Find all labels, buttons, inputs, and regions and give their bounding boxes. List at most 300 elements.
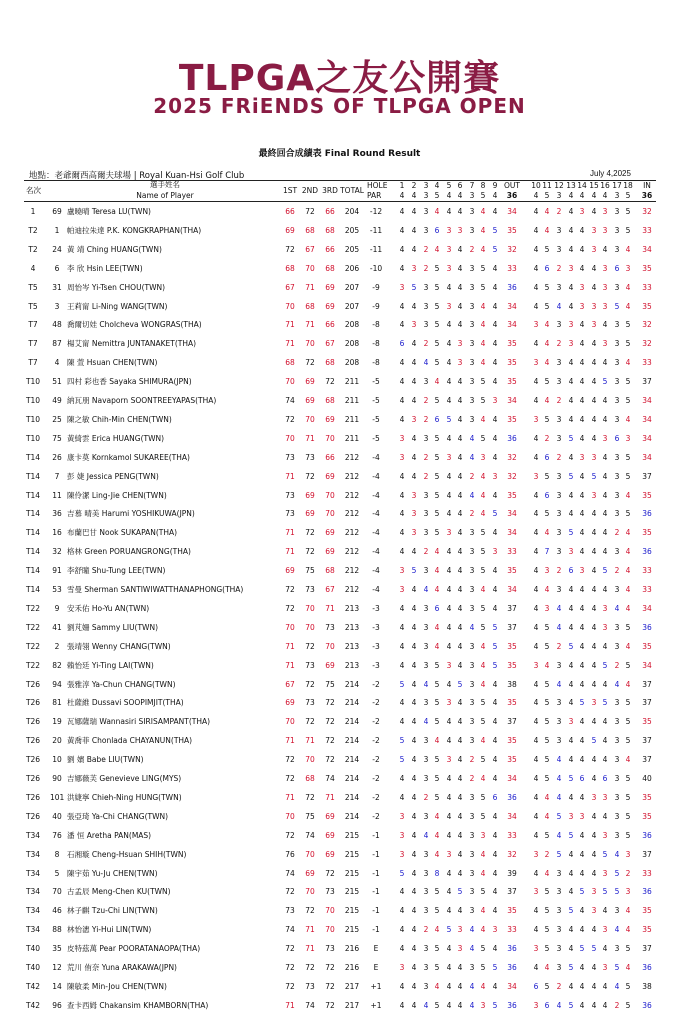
hole-score: 5 xyxy=(434,452,440,462)
hole-score: 4 xyxy=(602,509,608,519)
hole-score: 3 xyxy=(602,301,608,311)
hole-score: 3 xyxy=(568,263,574,273)
player-name: 古孟辰 Meng-Chen KU(TWN) xyxy=(67,887,171,897)
player-rank: T10 xyxy=(25,377,41,387)
hole-score: 4 xyxy=(568,358,574,368)
hole-score: 6 xyxy=(614,263,620,273)
hole-score: 4 xyxy=(434,849,440,859)
hole-score: 4 xyxy=(457,1000,463,1010)
hole-score: 3 xyxy=(469,679,475,689)
hole-score: 5 xyxy=(579,698,585,708)
in-score: 36 xyxy=(642,547,652,557)
table-row xyxy=(0,429,679,448)
hole-score: 4 xyxy=(457,755,463,765)
hole-score: 4 xyxy=(579,414,585,424)
hole-score: 4 xyxy=(480,641,486,651)
hole-score: 4 xyxy=(579,868,585,878)
player-name: 張靖翎 Wenny CHANG(TWN) xyxy=(67,641,171,651)
hole-score: 2 xyxy=(556,396,562,405)
hole-score: 5 xyxy=(434,1000,440,1010)
player-rank: T22 xyxy=(25,660,41,670)
player-number: 90 xyxy=(52,774,62,783)
hole-score: 4 xyxy=(399,528,405,538)
hole-number: 6 xyxy=(457,181,463,190)
to-par: -1 xyxy=(372,906,380,916)
out-score: 37 xyxy=(507,603,517,613)
round2-score: 72 xyxy=(305,963,315,972)
hole-score: 5 xyxy=(399,736,405,746)
hole-score: 4 xyxy=(579,622,585,632)
hole-score: 4 xyxy=(446,1000,452,1010)
hole-score: 4 xyxy=(480,679,486,689)
hole-score: 4 xyxy=(480,301,486,311)
hole-score: 4 xyxy=(568,679,574,689)
hole-score: 4 xyxy=(480,585,486,594)
hole-score: 4 xyxy=(591,755,597,765)
hole-score: 5 xyxy=(544,301,550,311)
hole-score: 5 xyxy=(591,944,597,954)
hole-score: 4 xyxy=(399,906,405,916)
hole-score: 5 xyxy=(434,509,440,519)
hole-score: 3 xyxy=(492,925,498,935)
round3-score: 69 xyxy=(325,528,335,538)
hole-score: 4 xyxy=(446,490,452,500)
hole-score: 3 xyxy=(469,887,475,897)
hole-score: 3 xyxy=(423,660,429,670)
hole-score: 3 xyxy=(469,396,475,405)
table-row xyxy=(0,826,679,845)
hole-score: 3 xyxy=(614,207,620,216)
in-score: 34 xyxy=(642,603,652,613)
hole-score: 4 xyxy=(446,377,452,387)
hole-score: 4 xyxy=(492,414,498,424)
to-par: -12 xyxy=(369,207,383,216)
hole-score: 3 xyxy=(591,452,597,462)
hole-score: 4 xyxy=(480,414,486,424)
hole-score: 4 xyxy=(446,566,452,576)
hole-score: 4 xyxy=(457,301,463,311)
player-number: 2 xyxy=(54,641,60,651)
hole-score: 2 xyxy=(556,641,562,651)
hole-score: 4 xyxy=(399,490,405,500)
hole-score: 4 xyxy=(533,263,539,273)
hole-score: 4 xyxy=(591,622,597,632)
player-rank: T2 xyxy=(28,225,38,235)
round1-score: 72 xyxy=(285,755,295,765)
table-row xyxy=(0,731,679,750)
round3-score: 67 xyxy=(325,585,335,594)
hole-score: 3 xyxy=(602,830,608,840)
hole-score: 3 xyxy=(568,547,574,557)
round2-score: 72 xyxy=(305,547,315,557)
hole-score: 3 xyxy=(423,509,429,519)
hole-score: 4 xyxy=(568,282,574,292)
in-score: 33 xyxy=(642,585,652,594)
hole-score: 4 xyxy=(544,339,550,349)
hole-score: 3 xyxy=(469,414,475,424)
hole-score: 4 xyxy=(533,585,539,594)
round1-score: 71 xyxy=(285,1000,295,1010)
in-score: 35 xyxy=(642,263,652,273)
hole-score: 3 xyxy=(411,490,417,500)
hole-score: 3 xyxy=(423,641,429,651)
player-number: 31 xyxy=(52,282,62,292)
table-row xyxy=(0,637,679,656)
hole-score: 4 xyxy=(492,528,498,538)
hole-score: 3 xyxy=(579,452,585,462)
hole-score: 3 xyxy=(469,585,475,594)
out-score: 32 xyxy=(507,244,517,254)
hole-score: 4 xyxy=(446,339,452,349)
hole-par: 3 xyxy=(423,191,429,200)
hole-score: 4 xyxy=(568,301,574,311)
player-name: 格林 Green PORUANGRONG(THA) xyxy=(67,547,191,557)
hole-score: 4 xyxy=(625,603,631,613)
hole-score: 4 xyxy=(411,396,417,405)
to-par: -1 xyxy=(372,887,380,897)
to-par: -4 xyxy=(372,585,380,594)
hole-score: 7 xyxy=(544,547,550,557)
hole-score: 4 xyxy=(579,906,585,916)
hole-score: 4 xyxy=(568,509,574,519)
to-par: -3 xyxy=(372,660,380,670)
hole-score: 5 xyxy=(492,641,498,651)
hole-score: 4 xyxy=(399,641,405,651)
hole-score: 4 xyxy=(480,660,486,670)
hole-score: 4 xyxy=(480,868,486,878)
hole-score: 3 xyxy=(579,301,585,311)
round2-score: 72 xyxy=(305,906,315,916)
player-rank: T40 xyxy=(25,944,41,954)
hole-score: 4 xyxy=(446,433,452,443)
player-name: 布蘭巴甘 Nook SUKAPAN(THA) xyxy=(67,528,178,538)
hole-score: 2 xyxy=(423,547,429,557)
player-rank: T42 xyxy=(25,981,41,991)
hole-score: 5 xyxy=(480,717,486,727)
in-score: 37 xyxy=(642,755,652,765)
hole-score: 3 xyxy=(423,490,429,500)
hole-score: 3 xyxy=(399,849,405,859)
hole-score: 4 xyxy=(579,585,585,594)
hole-score: 4 xyxy=(533,925,539,935)
hole-score: 5 xyxy=(480,263,486,273)
hole-score: 4 xyxy=(492,944,498,954)
hole-score: 5 xyxy=(544,471,550,481)
player-name: 潘 恒 Aretha PAN(MAS) xyxy=(67,830,152,840)
hole-score: 5 xyxy=(480,887,486,897)
in-header: IN xyxy=(643,181,651,190)
hole-score: 4 xyxy=(411,849,417,859)
hole-score: 5 xyxy=(446,925,452,935)
hole-score: 3 xyxy=(469,225,475,235)
hole-score: 4 xyxy=(579,1000,585,1010)
hole-score: 3 xyxy=(591,792,597,802)
round1-score: 73 xyxy=(285,509,295,519)
hole-score: 5 xyxy=(544,755,550,765)
hole-score: 6 xyxy=(434,414,440,424)
hole-score: 4 xyxy=(399,320,405,330)
player-number: 70 xyxy=(52,887,62,897)
hole-score: 4 xyxy=(602,679,608,689)
player-name: 劉 嬪 Babe LIU(TWN) xyxy=(67,755,144,765)
hole-score: 2 xyxy=(423,244,429,254)
hole-score: 5 xyxy=(625,396,631,405)
round3-score: 72 xyxy=(325,1000,335,1010)
hole-score: 4 xyxy=(602,320,608,330)
hole-score: 4 xyxy=(625,925,631,935)
hole-score: 3 xyxy=(614,452,620,462)
round2-score: 70 xyxy=(305,755,315,765)
hole-score: 5 xyxy=(434,433,440,443)
hole-score: 4 xyxy=(602,585,608,594)
hole-score: 3 xyxy=(480,830,486,840)
hole-score: 4 xyxy=(411,717,417,727)
player-rank: T26 xyxy=(25,717,41,727)
hole-score: 4 xyxy=(457,981,463,991)
total-score: 208 xyxy=(344,358,360,368)
to-par: -11 xyxy=(369,244,383,254)
hole-score: 3 xyxy=(602,925,608,935)
hole-score: 5 xyxy=(544,736,550,746)
hole-score: 4 xyxy=(533,244,539,254)
round3-score: 72 xyxy=(325,717,335,727)
hole-score: 4 xyxy=(411,679,417,689)
hole-score: 4 xyxy=(399,358,405,368)
hole-score: 3 xyxy=(556,490,562,500)
in-score: 34 xyxy=(642,244,652,254)
hole-score: 3 xyxy=(411,320,417,330)
hole-score: 4 xyxy=(469,433,475,443)
hole-score: 4 xyxy=(492,774,498,783)
hole-score: 4 xyxy=(556,774,562,783)
to-par: -5 xyxy=(372,396,380,405)
player-name: 瓦娜薩瑞 Wannasiri SIRISAMPANT(THA) xyxy=(67,717,211,727)
hole-score: 2 xyxy=(423,792,429,802)
in-score: 33 xyxy=(642,566,652,576)
round3-score: 69 xyxy=(325,301,335,311)
hole-score: 3 xyxy=(556,282,562,292)
out-score: 34 xyxy=(507,528,517,538)
round3-score: 68 xyxy=(325,263,335,273)
hole-score: 5 xyxy=(568,528,574,538)
round1-score: 71 xyxy=(285,660,295,670)
round2-score: 72 xyxy=(305,792,315,802)
total-score: 212 xyxy=(344,566,360,576)
hole-score: 3 xyxy=(469,717,475,727)
hole-score: 4 xyxy=(457,622,463,632)
hole-score: 3 xyxy=(533,849,539,859)
hole-score: 4 xyxy=(591,641,597,651)
round2-score: 72 xyxy=(305,641,315,651)
to-par: +1 xyxy=(370,981,382,991)
player-number: 20 xyxy=(52,736,62,746)
player-number: 19 xyxy=(52,717,62,727)
round1-score: 71 xyxy=(285,736,295,746)
hole-score: 5 xyxy=(625,981,631,991)
hole-score: 5 xyxy=(434,774,440,783)
hole-score: 4 xyxy=(591,433,597,443)
player-number: 75 xyxy=(52,433,62,443)
out-score: 39 xyxy=(507,868,517,878)
hole-score: 3 xyxy=(469,868,475,878)
hole-score: 5 xyxy=(434,396,440,405)
hole-score: 3 xyxy=(492,471,498,481)
report-subtitle: 最終回合成績表 Final Round Result xyxy=(258,149,421,159)
round1-score: 71 xyxy=(285,471,295,481)
hole-score: 4 xyxy=(411,225,417,235)
hole-score: 3 xyxy=(556,925,562,935)
hole-score: 3 xyxy=(469,603,475,613)
out-score: 36 xyxy=(507,792,517,802)
hole-score: 2 xyxy=(423,452,429,462)
hole-par: 4 xyxy=(533,191,539,200)
hole-score: 4 xyxy=(411,660,417,670)
hole-score: 4 xyxy=(544,396,550,405)
hole-score: 4 xyxy=(556,603,562,613)
hole-score: 4 xyxy=(411,339,417,349)
round2-score: 70 xyxy=(305,263,315,273)
hole-par: 5 xyxy=(434,191,440,200)
hole-score: 3 xyxy=(556,717,562,727)
hole-score: 3 xyxy=(602,622,608,632)
out-score: 37 xyxy=(507,717,517,727)
hole-score: 3 xyxy=(556,547,562,557)
hole-score: 4 xyxy=(457,849,463,859)
in-score: 37 xyxy=(642,679,652,689)
hole-score: 3 xyxy=(556,585,562,594)
hole-score: 4 xyxy=(492,301,498,311)
hole-score: 4 xyxy=(614,849,620,859)
hole-score: 3 xyxy=(457,944,463,954)
hole-score: 4 xyxy=(579,679,585,689)
hole-score: 5 xyxy=(544,717,550,727)
hole-score: 4 xyxy=(492,679,498,689)
player-rank: T26 xyxy=(25,755,41,765)
player-rank: T34 xyxy=(25,849,41,859)
total-score: 215 xyxy=(344,849,360,859)
hole-score: 4 xyxy=(579,925,585,935)
hole-score: 4 xyxy=(411,698,417,708)
player-rank: T34 xyxy=(25,830,41,840)
out-score: 34 xyxy=(507,301,517,311)
round1-score: 72 xyxy=(285,887,295,897)
hole-score: 5 xyxy=(434,755,440,765)
hole-score: 4 xyxy=(544,792,550,802)
hole-score: 4 xyxy=(492,263,498,273)
hole-score: 4 xyxy=(591,1000,597,1010)
hole-score: 3 xyxy=(544,566,550,576)
hole-score: 5 xyxy=(480,963,486,972)
hole-score: 2 xyxy=(556,452,562,462)
total-score: 204 xyxy=(344,207,360,216)
hole-score: 3 xyxy=(469,377,475,387)
round3-score: 72 xyxy=(325,963,335,972)
hole-score: 3 xyxy=(579,811,585,821)
hole-score: 3 xyxy=(423,774,429,783)
hole-score: 3 xyxy=(423,320,429,330)
hole-score: 4 xyxy=(423,358,429,368)
hole-score: 4 xyxy=(399,944,405,954)
hole-score: 5 xyxy=(492,1000,498,1010)
hole-score: 4 xyxy=(492,207,498,216)
hole-score: 3 xyxy=(602,792,608,802)
out-score: 34 xyxy=(507,981,517,991)
hole-score: 4 xyxy=(411,471,417,481)
hole-score: 5 xyxy=(480,622,486,632)
hole-score: 3 xyxy=(446,849,452,859)
hole-score: 4 xyxy=(533,282,539,292)
hole-score: 6 xyxy=(533,981,539,991)
hole-score: 3 xyxy=(533,887,539,897)
hole-score: 4 xyxy=(492,282,498,292)
hole-score: 4 xyxy=(625,358,631,368)
round3-score: 74 xyxy=(325,774,335,783)
hole-score: 3 xyxy=(556,225,562,235)
hole-score: 6 xyxy=(434,225,440,235)
round1-score: 71 xyxy=(285,339,295,349)
out-score: 33 xyxy=(507,830,517,840)
hole-score: 4 xyxy=(480,981,486,991)
player-rank: 4 xyxy=(30,263,36,273)
hole-score: 5 xyxy=(492,225,498,235)
round3-score: 72 xyxy=(325,736,335,746)
hole-score: 2 xyxy=(423,471,429,481)
hole-score: 3 xyxy=(625,887,631,897)
round2-score: 73 xyxy=(305,452,315,462)
hole-score: 4 xyxy=(533,811,539,821)
hole-score: 3 xyxy=(614,282,620,292)
out-score: 34 xyxy=(507,811,517,821)
hole-score: 5 xyxy=(544,774,550,783)
hole-score: 4 xyxy=(544,868,550,878)
player-rank: 1 xyxy=(30,207,36,216)
player-rank: T7 xyxy=(28,339,38,349)
hole-score: 3 xyxy=(469,320,475,330)
hole-score: 3 xyxy=(625,433,631,443)
hole-score: 4 xyxy=(492,566,498,576)
player-number: 32 xyxy=(52,547,62,557)
player-rank: T34 xyxy=(25,925,41,935)
to-par: -2 xyxy=(372,679,380,689)
player-name: 吉娜薇芙 Genevieve LING(MYS) xyxy=(67,774,182,783)
hole-score: 4 xyxy=(492,585,498,594)
hole-score: 4 xyxy=(446,736,452,746)
total-header: TOTAL xyxy=(340,186,364,195)
total-score: 213 xyxy=(344,622,360,632)
out-score: 35 xyxy=(507,755,517,765)
to-par: -1 xyxy=(372,830,380,840)
hole-score: 3 xyxy=(602,433,608,443)
player-name: 李舒瞳 Shu-Tung LEE(TWN) xyxy=(67,566,166,576)
round3-score: 66 xyxy=(325,244,335,254)
hole-score: 4 xyxy=(480,225,486,235)
hole-score: 3 xyxy=(614,944,620,954)
table-row xyxy=(0,618,679,637)
hole-score: 5 xyxy=(614,868,620,878)
hole-score: 5 xyxy=(625,339,631,349)
hole-score: 5 xyxy=(434,944,440,954)
player-name: 陳 萱 Hsuan CHEN(TWN) xyxy=(67,358,158,368)
round1-score: 70 xyxy=(285,717,295,727)
total-score: 207 xyxy=(344,282,360,292)
hole-score: 4 xyxy=(446,868,452,878)
hole-score: 4 xyxy=(625,547,631,557)
to-par: E xyxy=(373,944,379,954)
hole-score: 5 xyxy=(568,906,574,916)
hole-score: 4 xyxy=(446,717,452,727)
hole-score: 3 xyxy=(399,452,405,462)
round1-score: 74 xyxy=(285,868,295,878)
